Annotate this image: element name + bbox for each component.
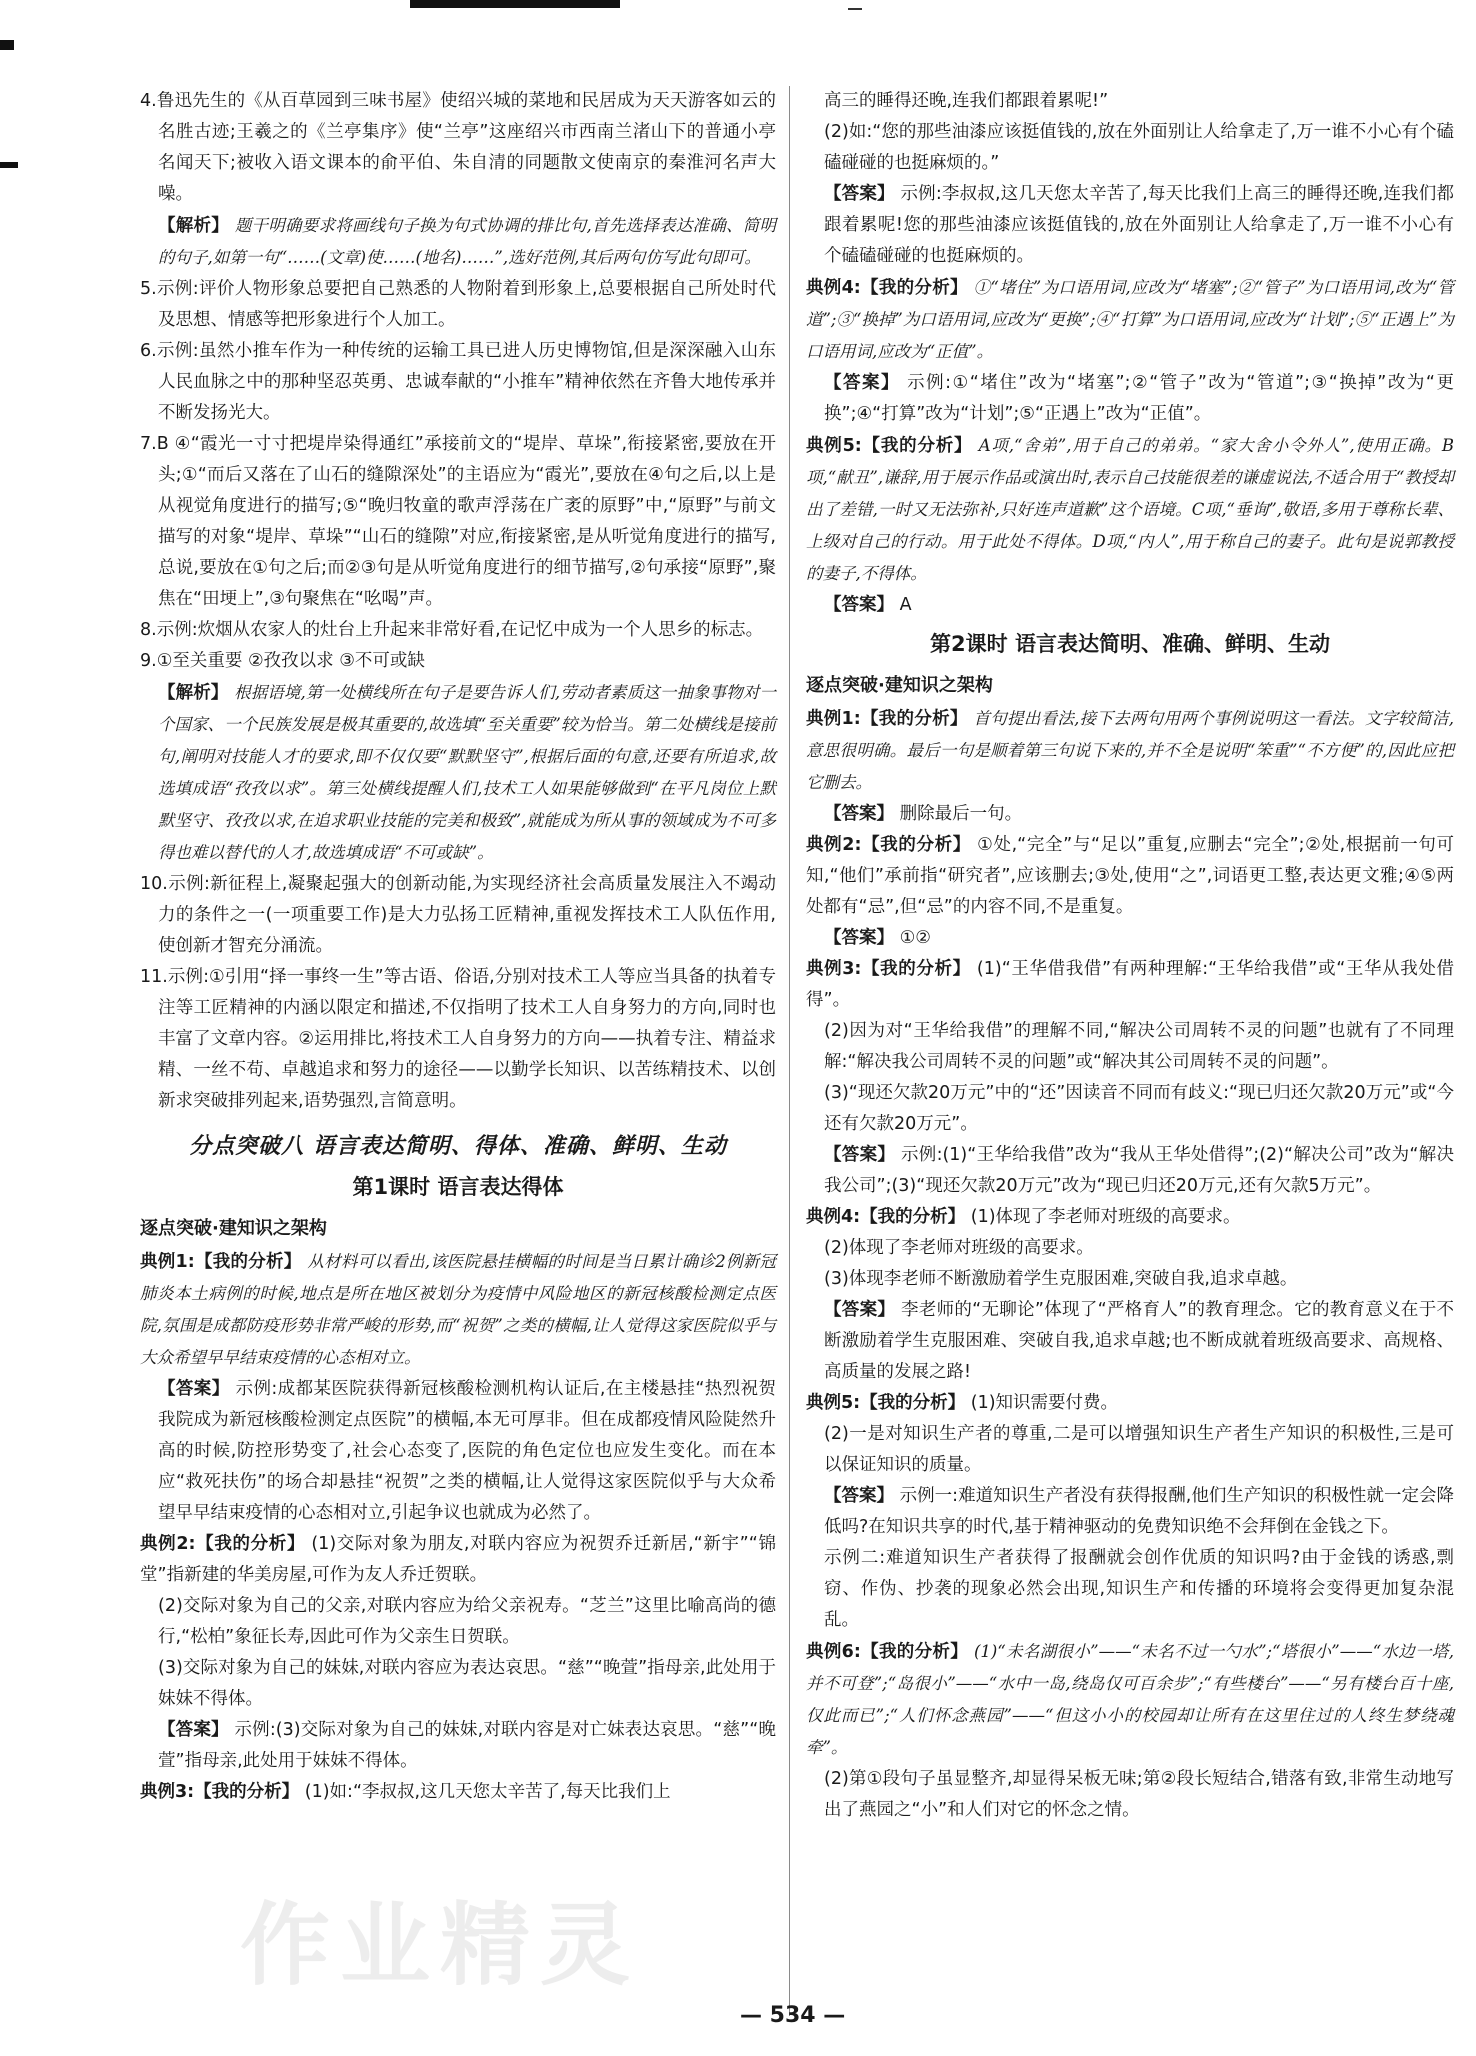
example-tag: 典例2:【我的分析】 — [806, 835, 971, 855]
example-analysis: (1)“未名湖很小”——“未名不过一勺水”;“塔很小”——“水边一塔,并不可登”;“岛很小”——“水中一岛,绕岛仅可百余步”;“有些楼台”——“另有楼台百十座,仅此而已”;“人们怀念燕园”——“但这小小的校园却让所有在这里住过的人终生梦绕魂牵”。 — [806, 1642, 1454, 1757]
subsection-title: 逐点突破·建知识之架构 — [140, 1218, 327, 1239]
watermark: 作业精灵 — [240, 1893, 640, 1998]
l2-example-6 — [806, 1636, 1454, 1764]
answer-text: 示例:(1)“王华给我借”改为“我从王华处借得”;(2)“解决公司”改为“解决我公司”;(3)“现还欠款20万元”改为“现已归还20万元,还有欠款5万元”。 — [824, 1145, 1455, 1196]
answer-text: 李老师的“无聊论”体现了“严格育人”的教育理念。它的教育意义在于不断激励着学生克服困难、突破自我,追求卓越;也不断成就着班级高要求、高规格、高质量的发展之路! — [824, 1300, 1454, 1382]
example-tag: 典例3:【我的分析】 — [140, 1782, 300, 1802]
analysis-tag: 【解析】 — [158, 683, 229, 703]
example-analysis: (1)体现了李老师对班级的高要求。 — [970, 1207, 1241, 1227]
answer-text: 示例:①“堵住”改为“堵塞”;②“管子”改为“管道”;③“换掉”改为“更换”;④“打算”改为“计划”;⑤“正遇上”改为“正值”。 — [824, 373, 1454, 424]
example-5-answer — [806, 590, 1454, 621]
example-2-answer — [140, 1715, 776, 1777]
section-title: 分点突破八 语言表达简明、得体、准确、鲜明、生动 — [189, 1133, 727, 1159]
l2-example-4-part: (2)体现了李老师对班级的高要求。 — [824, 1238, 1094, 1258]
answer-tag: 【答案】 — [824, 1300, 896, 1320]
example-3-cont: 高三的睡得还晚,连我们都跟着累呢!” — [824, 91, 1109, 111]
example-tag: 典例4:【我的分析】 — [806, 278, 968, 298]
analysis-text: 根据语境,第一处横线所在句子是要告诉人们,劳动者素质这一抽象事物对一个国家、一个民族发展是极其重要的,故选填“至关重要”较为恰当。第二处横线是接前句,阐明对技能人才的要求,即不仅仅要“默默坚守”,根据后面的句意,还要有所追求,故选填成语“孜孜以求”。第三处横线提醒人们,技术工人如果能够做到“在平凡岗位上默默坚守、孜孜以求,在追求职业技能的完美和极致”,就能成为所从事的领域成为不可多得也难以替代的人才,故选填成语“不可或缺”。 — [158, 683, 776, 862]
answer-tag: 【答案】 — [824, 1145, 896, 1165]
l2-example-5-answer — [806, 1481, 1454, 1543]
column-divider — [789, 86, 790, 2016]
example-tag: 典例5:【我的分析】 — [806, 436, 973, 456]
answer-text: 删除最后一句。 — [899, 804, 1023, 824]
answer-text: ①② — [899, 928, 931, 948]
answer-text: 示例:李叔叔,这几天您太辛苦了,每天比我们上高三的睡得还晚,连我们都跟着累呢!您的那些油漆应该挺值钱的,放在外面别让人给拿走了,万一谁不小心有个磕磕碰碰的也挺麻烦的。 — [824, 184, 1454, 266]
example-tag: 典例4:【我的分析】 — [806, 1207, 966, 1227]
l2-example-4-answer — [806, 1295, 1454, 1388]
example-analysis: A项,“舍弟”,用于自己的弟弟。“家大舍小令外人”,使用正确。B项,“献丑”,谦辞,用于展示作品或演出时,表示自己技能很差的谦虚说法,不适合用于“教授却出了差错,一时又无法弥补,只好连声道歉”这个语境。C项,“垂询”,敬语,多用于尊称长辈、上级对自己的行动。用于此处不得体。D项,“内人”,用于称自己的妻子。此句是说郭教授的妻子,不得体。 — [806, 436, 1454, 583]
answer-item-7: 7.B ④“霞光一寸寸把堤岸染得通红”承接前文的“堤岸、草垛”,衔接紧密,要放在开头;①“而后又落在了山石的缝隙深处”的主语应为“霞光”,要放在④句之后,以上是从视觉角度进行的描写;⑤“晚归牧童的歌声浮荡在广袤的原野”中,“原野”与前文描写的对象“堤岸、草垛”“山石的缝隙”对应,衔接紧密,是从听觉角度进行的描写,总说,要放在①句之后;而②③句是从听觉角度进行的细节描写,②句承接“原野”,聚焦在“田埂上”,③句聚焦在“吆喝”声。 — [140, 434, 776, 609]
answer-tag: 【答案】 — [824, 928, 894, 948]
example-analysis: (1)知识需要付费。 — [970, 1393, 1119, 1413]
example-1-answer — [140, 1374, 776, 1529]
answer-item-11: 11.示例:①引用“择一事终一生”等古语、俗语,分别对技术工人等应当具备的执着专注等工匠精神的内涵以限定和描述,不仅指明了技术工人自身努力的方向,同时也丰富了文章内容。②运用排比,将技术工人自身努力的方向——执着专注、精益求精、一丝不苟、卓越追求和努力的途径——以勤学长知识、以苦练精技术、以创新求突破排列起来,语势强烈,言简意明。 — [140, 967, 776, 1111]
left-column — [140, 86, 776, 1808]
example-analysis: 从材料可以看出,该医院悬挂横幅的时间是当日累计确诊2例新冠肺炎本土病例的时候,地点是所在地区被划分为疫情中风险地区的新冠核酸检测定点医院,氛围是成都防疫形势非常严峻的形势,而“祝贺”之类的横幅,让人觉得这家医院似乎与大众希望早早结束疫情的心态相对立。 — [140, 1252, 776, 1367]
l2-example-2-answer — [806, 923, 1454, 954]
answer-text: 示例:成都某医院获得新冠核酸检测机构认证后,在主楼悬挂“热烈祝贺我院成为新冠核酸检测定点医院”的横幅,本无可厚非。但在成都疫情风险陡然升高的时候,防控形势变了,社会心态变了,医院的角色定位也应发生变化。而在本应“救死扶伤”的场合却悬挂“祝贺”之类的横幅,让人觉得这家医院似乎与大众希望早早结束疫情的心态相对立,引起争议也就成为必然了。 — [158, 1379, 776, 1523]
example-tag: 典例2:【我的分析】 — [140, 1534, 306, 1554]
answer-tag: 【答案】 — [824, 595, 894, 615]
answer-tag: 【答案】 — [824, 1486, 895, 1506]
example-analysis: (1)“王华借我借”有两种理解:“王华给我借”或“王华从我处借得”。 — [806, 959, 1454, 1010]
answer-tag: 【答案】 — [158, 1379, 230, 1399]
example-analysis: 首句提出看法,接下去两句用两个事例说明这一看法。文字较简洁,意思很明确。最后一句是顺着第三句说下来的,并不全是说明“笨重”“不方便”的,因此应把它删去。 — [806, 709, 1454, 792]
analysis-text: 题干明确要求将画线句子换为句式协调的排比句,首先选择表达准确、简明的句子,如第一句“……(文章)使……(地名)……”,选好范例,其后两句仿写此句即可。 — [158, 216, 776, 267]
answer-tag: 【答案】 — [824, 184, 895, 204]
answer-item-4: 4.鲁迅先生的《从百草园到三味书屋》使绍兴城的菜地和民居成为天天游客如云的名胜古迹;王羲之的《兰亭集序》使“兰亭”这座绍兴市西南兰渚山下的普通小亭名闻天下;被收入语文课本的俞平伯、朱自清的同题散文使南京的秦淮河名声大噪。 — [140, 91, 776, 204]
l2-example-3-answer — [806, 1140, 1454, 1202]
example-analysis: ①“堵住”为口语用词,应改为“堵塞”;②“管子”为口语用词,改为“管道”;③“换掉”为口语用词,应改为“更换”;④“打算”为口语用词,应改为“计划”;⑤“正遇上”为口语用词,应改为“正值”。 — [806, 278, 1454, 361]
lesson-1-title: 第1课时 语言表达得体 — [352, 1175, 564, 1199]
l2-example-1 — [806, 703, 1454, 799]
example-analysis: (1)交际对象为朋友,对联内容应为祝贺乔迁新居,“新宇”“锦堂”指新建的华美房屋,可作为友人乔迁贺联。 — [140, 1534, 776, 1585]
binding-mark — [0, 40, 14, 50]
page-number: — 534 — — [740, 2003, 846, 2028]
right-column — [806, 86, 1454, 1826]
answer-tag: 【答案】 — [158, 1720, 229, 1740]
example-tag: 典例1:【我的分析】 — [140, 1252, 302, 1272]
l2-example-6-part: (2)第①段句子虽显整齐,却显得呆板无味;第②段长短结合,错落有致,非常生动地写出了燕园之“小”和人们对它的怀念之情。 — [824, 1769, 1454, 1820]
example-2 — [140, 1529, 776, 1591]
answer-text: 示例一:难道知识生产者没有获得报酬,他们生产知识的积极性就一定会降低吗?在知识共享的时代,基于精神驱动的免费知识绝不会拜倒在金钱之下。 — [824, 1486, 1454, 1537]
example-4-answer — [806, 368, 1454, 430]
example-3 — [140, 1777, 776, 1808]
analysis-4 — [140, 210, 776, 274]
l2-example-3 — [806, 954, 1454, 1016]
lesson-2-title: 第2课时 语言表达简明、准确、鲜明、生动 — [930, 632, 1330, 656]
analysis-9 — [140, 677, 776, 869]
l2-example-5 — [806, 1388, 1454, 1419]
example-5 — [806, 430, 1454, 590]
example-2-part: (3)交际对象为自己的妹妹,对联内容应为表达哀思。“慈”“晚萱”指母亲,此处用于妹妹不得体。 — [158, 1658, 776, 1709]
binding-mark — [0, 162, 18, 168]
answer-tag: 【答案】 — [824, 373, 901, 393]
l2-example-2 — [806, 830, 1454, 923]
example-tag: 典例6:【我的分析】 — [806, 1642, 969, 1662]
answer-item-6: 6.示例:虽然小推车作为一种传统的运输工具已进人历史博物馆,但是深深融入山东人民血脉之中的那种坚忍英勇、忠诚奉献的“小推车”精神依然在齐鲁大地传承并不断发扬光大。 — [140, 341, 776, 423]
answer-item-5: 5.示例:评价人物形象总要把自己熟悉的人物附着到形象上,总要根据自己所处时代及思想、情感等把形象进行个人加工。 — [140, 279, 776, 330]
example-2-part: (2)交际对象为自己的父亲,对联内容应为给父亲祝寿。“芝兰”这里比喻高尚的德行,“松柏”象征长寿,因此可作为父亲生日贺联。 — [158, 1596, 776, 1647]
subsection-title: 逐点突破·建知识之架构 — [806, 675, 993, 696]
answer-item-9: 9.①至关重要 ②孜孜以求 ③不可或缺 — [140, 651, 425, 671]
l2-example-3-part: (2)因为对“王华给我借”的理解不同,“解决公司周转不灵的问题”也就有了不同理解:“解决我公司周转不灵的问题”或“解决其公司周转不灵的问题”。 — [824, 1021, 1454, 1072]
answer-text: 示例:(3)交际对象为自己的妹妹,对联内容是对亡妹表达哀思。“慈”“晚萱”指母亲,此处用于妹妹不得体。 — [158, 1720, 776, 1771]
analysis-tag: 【解析】 — [158, 216, 229, 236]
l2-example-4 — [806, 1202, 1454, 1233]
example-tag: 典例3:【我的分析】 — [806, 959, 971, 979]
header-tick-mark — [848, 8, 862, 10]
answer-item-10: 10.示例:新征程上,凝聚起强大的创新动能,为实现经济社会高质量发展注入不竭动力的条件之一(一项重要工作)是大力弘扬工匠精神,重视发挥技术工人队伍作用,使创新才智充分涌流。 — [140, 874, 776, 956]
l2-example-4-part: (3)体现李老师不断激励着学生克服困难,突破自我,追求卓越。 — [824, 1269, 1298, 1289]
example-3-answer — [806, 179, 1454, 272]
l2-example-5-part: (2)一是对知识生产者的尊重,二是可以增强知识生产者生产知识的积极性,三是可以保证知识的质量。 — [824, 1424, 1454, 1475]
header-bar-mark — [410, 0, 620, 8]
answer-tag: 【答案】 — [824, 804, 894, 824]
answer-item-8: 8.示例:炊烟从农家人的灶台上升起来非常好看,在记忆中成为一个人思乡的标志。 — [140, 620, 764, 640]
example-1 — [140, 1246, 776, 1374]
answer-text: A — [899, 595, 912, 615]
l2-example-1-answer — [806, 799, 1454, 830]
l2-example-5-answer-2: 示例二:难道知识生产者获得了报酬就会创作优质的知识吗?由于金钱的诱惑,剽窃、作伪、抄袭的现象必然会出现,知识生产和传播的环境将会变得更加复杂混乱。 — [824, 1548, 1454, 1630]
example-3-part: (2)如:“您的那些油漆应该挺值钱的,放在外面别让人给拿走了,万一谁不小心有个磕磕碰碰的也挺麻烦的。” — [824, 122, 1454, 173]
example-tag: 典例5:【我的分析】 — [806, 1393, 966, 1413]
example-analysis: ①处,“完全”与“足以”重复,应删去“完全”;②处,根据前一句可知,“他们”承前指“研究者”,应该删去;③处,使用“之”,词语更工整,表达更文雅;④⑤两处都有“忌”,但“忌”的内容不同,不是重复。 — [806, 835, 1454, 917]
example-tag: 典例1:【我的分析】 — [806, 709, 968, 729]
example-4 — [806, 272, 1454, 368]
l2-example-3-part: (3)“现还欠款20万元”中的“还”因读音不同而有歧义:“现已归还欠款20万元”或“今还有欠款20万元”。 — [824, 1083, 1454, 1134]
example-analysis: (1)如:“李叔叔,这几天您太辛苦了,每天比我们上 — [304, 1782, 671, 1802]
